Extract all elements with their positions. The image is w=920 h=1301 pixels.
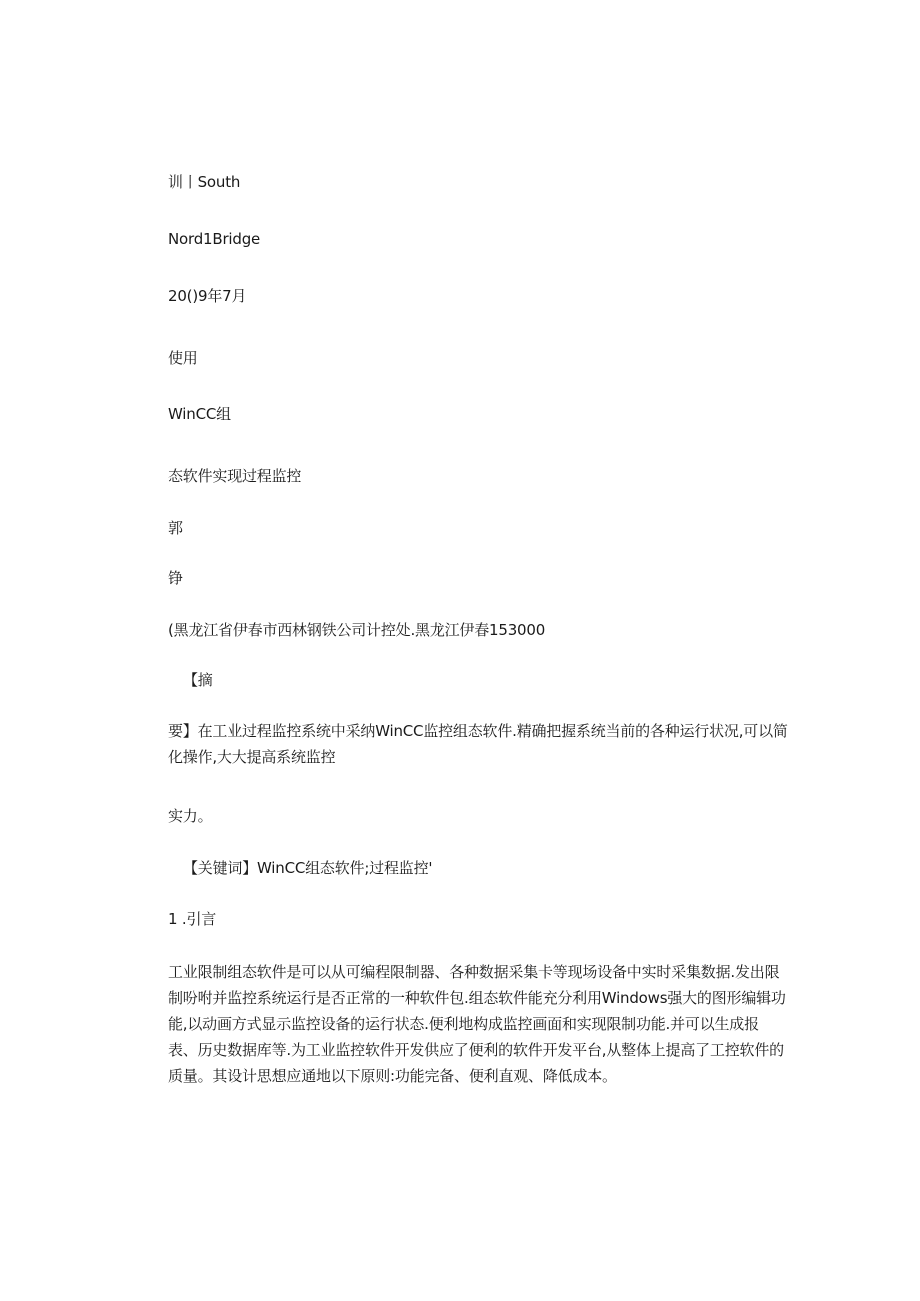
author-affiliation: (黑龙江省伊春市西林钢铁公司计控处.黑龙江伊春153000 xyxy=(168,621,546,639)
title-line1: 使用 xyxy=(168,349,198,367)
section-body: 工业限制组态软件是可以从可编程限制器、各种数据采集卡等现场设备中实时采集数据.发出限制吩咐并监控系统运行是否正常的一种软件包.组态软件能充分利用Windows强大的图形编辑功能,以动画方式显示监控设备的运行状态.便利地构成监控画面和实现限制功能.并可以生成报表、历史数据库等.为工业监控软件开发供应了便利的软件开发平台,从整体上提高了工控软件的质量。其设计思想应通地以下原则:功能完备、便利直观、降低成本。 xyxy=(168,963,786,1085)
journal-name-line2: Nord1Bridge xyxy=(168,230,261,248)
publication-date: 20()9年7月 xyxy=(168,287,247,305)
section-heading: 1 .引言 xyxy=(168,910,217,928)
title-line3: 态软件实现过程监控 xyxy=(168,467,302,485)
author-surname: 郭 xyxy=(168,519,183,537)
author-given-name: 铮 xyxy=(168,569,183,587)
keywords: 【关键词】WinCC组态软件;过程监控' xyxy=(183,859,433,877)
title-line2: WinCC组 xyxy=(168,405,231,423)
abstract-label: 【摘 xyxy=(183,671,213,689)
journal-name-line1: 训丨South xyxy=(168,173,241,191)
abstract-text: 要】在工业过程监控系统中采纳WinCC监控组态软件.精确把握系统当前的各种运行状况,可以简化操作,大大提高系统监控 xyxy=(168,722,788,766)
abstract-tail: 实力。 xyxy=(168,807,213,825)
